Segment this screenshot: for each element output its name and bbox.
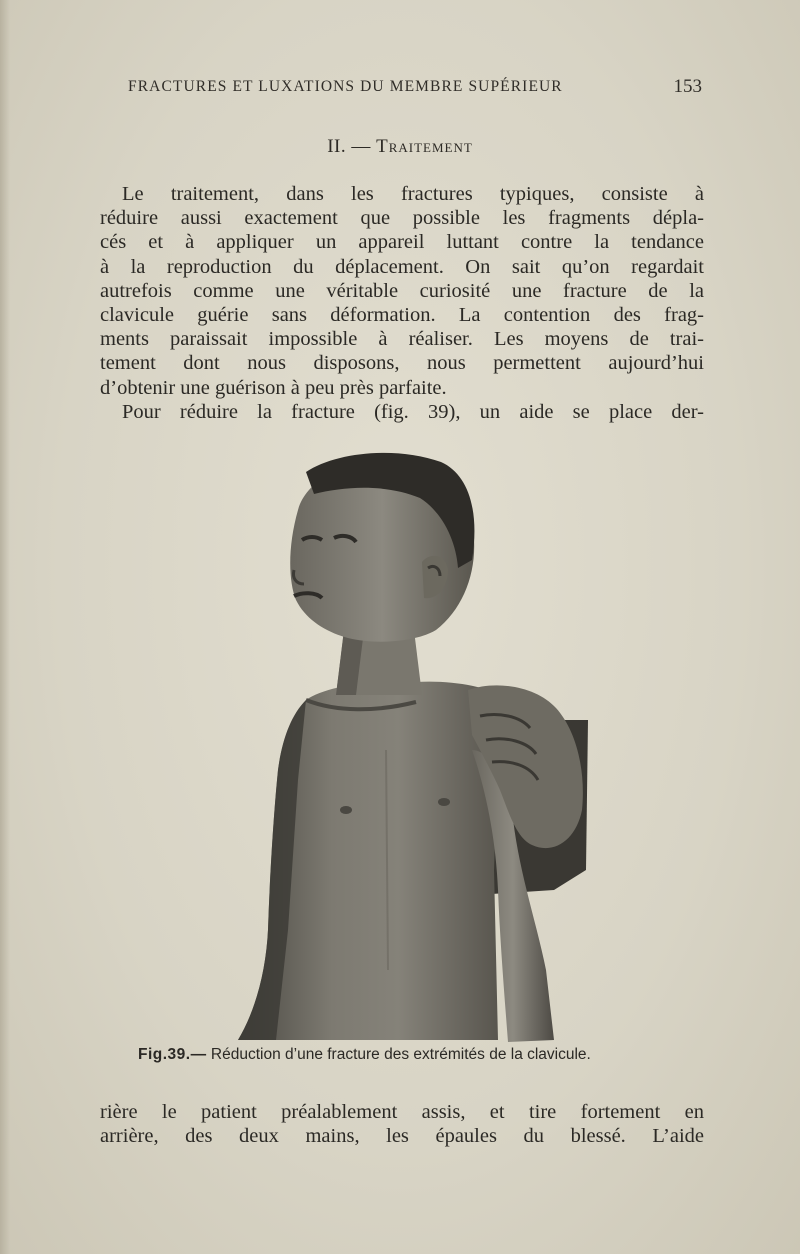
figure-caption	[138, 1046, 722, 1064]
text-line: d’obtenir une guérison à peu près parfaite.	[100, 376, 447, 399]
running-head-title: FRACTURES ET LUXATIONS DU MEMBRE SUPÉRIEUR	[128, 78, 563, 95]
text-line: autrefois comme une véritable curiosité une fracture de la	[100, 279, 704, 302]
paragraph-treatment	[100, 182, 704, 424]
text-line: à la reproduction du déplacement. On sait qu’on regardait	[100, 255, 704, 278]
text-line: clavicule guérie sans déformation. La contention des frag-	[100, 304, 704, 327]
figure-39-photograph	[236, 450, 590, 1046]
paragraph-continuation	[100, 1100, 704, 1148]
text-line: Pour réduire la fracture (fig. 39), un aide se place der-	[122, 400, 704, 423]
section-title: Traitement	[376, 136, 473, 157]
section-number: II. —	[327, 136, 371, 157]
text-line: rière le patient préalablement assis, et tire fortement en	[100, 1101, 704, 1123]
figure-label: Fig.39.—	[138, 1046, 207, 1063]
page-number: 153	[673, 76, 702, 97]
patient-photo-illustration	[236, 450, 590, 1046]
section-heading	[0, 136, 800, 158]
text-line: tement dont nous disposons, nous permettent aujourd’hui	[100, 352, 704, 375]
running-head	[128, 78, 702, 100]
figure-caption-text: Réduction d’une fracture des extrémités de la clavicule.	[206, 1046, 591, 1063]
text-line: arrière, des deux mains, les épaules du blessé. L’aide	[100, 1125, 704, 1148]
text-line: cés et à appliquer un appareil luttant contre la tendance	[100, 231, 704, 254]
text-line: Le traitement, dans les fractures typiques, consiste à	[122, 183, 704, 205]
page-gutter-shadow	[0, 0, 10, 1254]
text-line: réduire aussi exactement que possible les fragments dépla-	[100, 207, 704, 230]
text-line: ments paraissait impossible à réaliser. Les moyens de trai-	[100, 328, 704, 351]
